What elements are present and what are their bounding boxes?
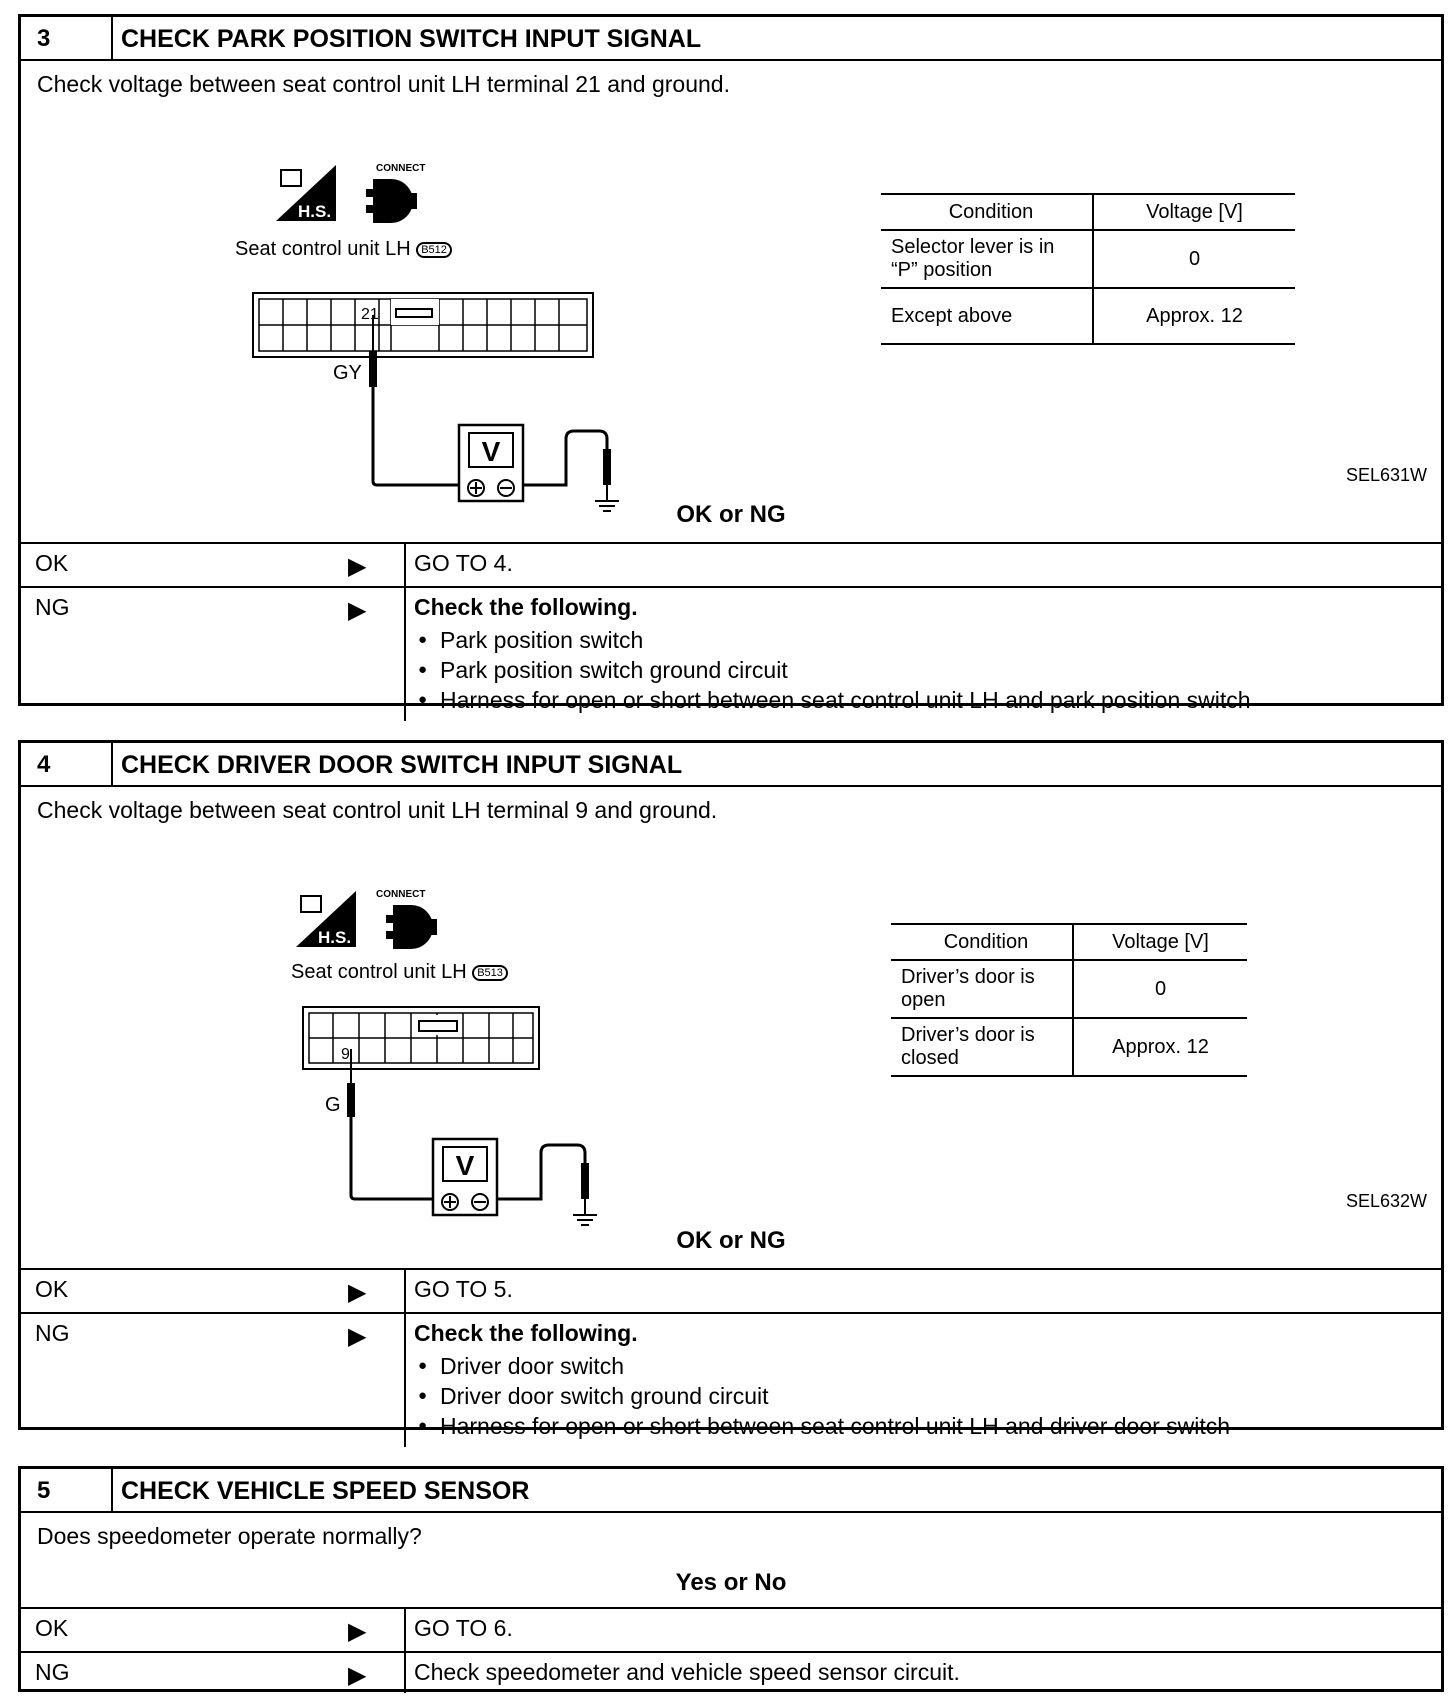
ng-heading: Check the following. — [414, 594, 638, 620]
connect-label: CONNECT — [376, 163, 426, 174]
arrow-right-icon: ▶ — [348, 597, 367, 624]
list-item: ● Driver door switch — [414, 1351, 1441, 1381]
check-list — [414, 1351, 1441, 1441]
instruction-text: Check voltage between seat control unit LH terminal 21 and ground. — [37, 71, 730, 97]
voltmeter-icon — [433, 1139, 497, 1215]
instruction-text: Check voltage between seat control unit LH terminal 9 and ground. — [37, 797, 718, 823]
wire-color-label: GY — [333, 362, 362, 384]
list-item: ● Park position switch — [414, 625, 1441, 655]
connect-label: CONNECT — [376, 889, 426, 900]
connect-icon — [376, 889, 437, 949]
table-cell-condition: Selector lever is in “P” position — [881, 230, 1093, 288]
connector-id-badge: B513 — [472, 965, 508, 981]
step-body — [21, 61, 1441, 544]
connector-unit-label: Seat control unit LH B512 — [235, 238, 452, 261]
harness-side-icon — [276, 165, 336, 221]
connector-id-badge: B512 — [416, 242, 452, 258]
connector-b513 — [303, 1007, 539, 1069]
step-body — [21, 787, 1441, 1270]
ok-row — [21, 1270, 1441, 1314]
connector-diagram — [21, 787, 721, 1247]
meter-label: V — [455, 1150, 475, 1181]
ng-row — [21, 588, 1441, 721]
step-5 — [18, 1466, 1444, 1692]
meter-label: V — [481, 436, 501, 467]
table-cell-voltage: 0 — [1073, 960, 1247, 1018]
table-header-condition: Condition — [891, 924, 1073, 960]
ng-label: NG — [35, 1659, 70, 1685]
arrow-right-icon: ▶ — [348, 553, 367, 580]
hs-label: H.S. — [298, 202, 332, 221]
ok-row — [21, 1609, 1441, 1653]
step-header — [21, 743, 1441, 787]
voltage-table — [881, 193, 1295, 345]
decision-label: OK or NG — [676, 1227, 786, 1254]
step-title: CHECK PARK POSITION SWITCH INPUT SIGNAL — [121, 25, 702, 53]
connector-b512 — [253, 293, 593, 357]
ng-label: NG — [35, 1320, 70, 1346]
step-body — [21, 1513, 1441, 1609]
wire-color-label: G — [325, 1094, 341, 1116]
terminal-number: 21 — [361, 306, 379, 323]
ok-result: GO TO 6. — [414, 1615, 513, 1641]
table-cell-condition: Except above — [881, 288, 1093, 344]
table-header-condition: Condition — [881, 194, 1093, 230]
hs-label: H.S. — [318, 928, 352, 947]
decision-label: Yes or No — [675, 1569, 787, 1596]
list-item: ● Harness for open or short between seat control unit LH and driver door switch — [414, 1411, 1441, 1441]
connector-unit-label: Seat control unit LH B513 — [291, 961, 508, 984]
ng-heading: Check the following. — [414, 1320, 638, 1346]
ok-label: OK — [35, 1615, 69, 1641]
arrow-right-icon: ▶ — [348, 1662, 367, 1689]
arrow-right-icon: ▶ — [348, 1618, 367, 1645]
ng-row — [21, 1314, 1441, 1447]
ng-result: Check speedometer and vehicle speed sensor circuit. — [414, 1659, 960, 1685]
step-header — [21, 17, 1441, 61]
instruction-text: Does speedometer operate normally? — [37, 1523, 422, 1549]
ground-icon — [497, 1145, 597, 1225]
step-4 — [18, 740, 1444, 1439]
ng-row — [21, 1653, 1441, 1693]
ok-label: OK — [35, 1276, 69, 1302]
ok-row — [21, 544, 1441, 588]
ok-label: OK — [35, 550, 69, 576]
list-item: ● Harness for open or short between seat control unit LH and park position switch — [414, 685, 1441, 715]
step-number: 5 — [21, 1469, 113, 1511]
table-cell-voltage: Approx. 12 — [1073, 1018, 1247, 1076]
ng-result — [406, 1314, 1441, 1447]
table-cell-condition: Driver’s door is open — [891, 960, 1073, 1018]
connect-icon — [366, 163, 425, 223]
check-list — [414, 625, 1441, 715]
voltmeter-icon — [459, 425, 523, 501]
list-item: ● Park position switch ground circuit — [414, 655, 1441, 685]
harness-side-icon — [296, 891, 356, 947]
step-title: CHECK DRIVER DOOR SWITCH INPUT SIGNAL — [121, 751, 683, 779]
arrow-right-icon: ▶ — [348, 1323, 367, 1350]
ng-label: NG — [35, 594, 70, 620]
connector-diagram — [21, 61, 721, 521]
ok-result: GO TO 4. — [414, 550, 513, 576]
step-3 — [18, 14, 1444, 713]
table-cell-voltage: Approx. 12 — [1093, 288, 1295, 344]
ok-result: GO TO 5. — [414, 1276, 513, 1302]
table-cell-condition: Driver’s door is closed — [891, 1018, 1073, 1076]
terminal-number: 9 — [341, 1046, 350, 1063]
decision-label: OK or NG — [676, 501, 786, 528]
step-title: CHECK VEHICLE SPEED SENSOR — [121, 1477, 530, 1505]
table-header-voltage: Voltage [V] — [1093, 194, 1295, 230]
figure-code: SEL632W — [1345, 1191, 1427, 1211]
step-number: 3 — [21, 17, 113, 59]
arrow-right-icon: ▶ — [348, 1279, 367, 1306]
probe-wire — [333, 315, 461, 485]
ground-icon — [523, 431, 619, 511]
list-item: ● Driver door switch ground circuit — [414, 1381, 1441, 1411]
table-header-voltage: Voltage [V] — [1073, 924, 1247, 960]
step-header — [21, 1469, 1441, 1513]
table-cell-voltage: 0 — [1093, 230, 1295, 288]
figure-code: SEL631W — [1345, 465, 1427, 485]
probe-wire — [325, 1049, 433, 1199]
ng-result — [406, 588, 1441, 721]
step-number: 4 — [21, 743, 113, 785]
voltage-table — [891, 923, 1247, 1077]
